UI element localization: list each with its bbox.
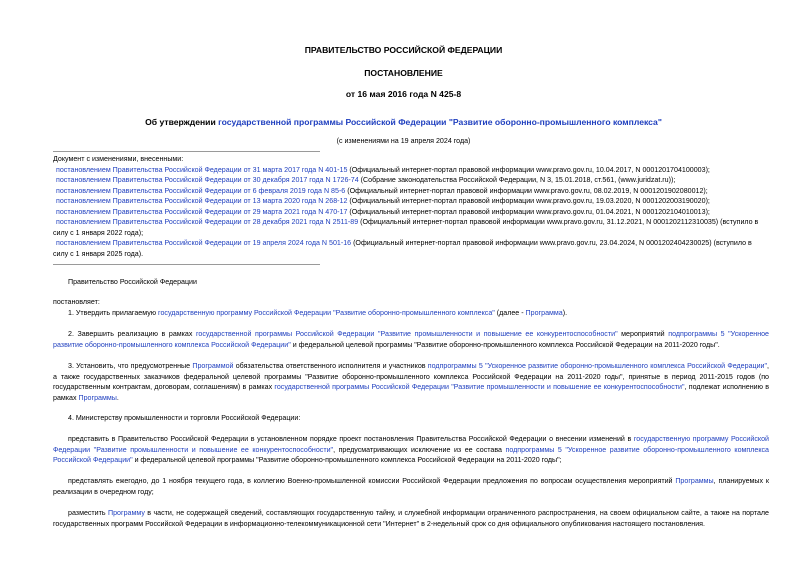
change-item xyxy=(53,175,769,186)
change-link[interactable]: постановлением Правительства Российской Федерации от 30 декабря 2017 года N 1726-74 xyxy=(56,176,359,184)
change-source: (Официальный интернет-портал правовой информации www.pravo.gov.ru, 31.12.2021, N 0001202112310035) (вступило в xyxy=(358,218,759,226)
change-source: (Собрание законодательства Российской Федерации, N 3, 15.01.2018, ст.561, (www.juridzat.ru)); xyxy=(358,176,676,184)
p3-text: , подлежат исполнению в рамках xyxy=(53,383,770,402)
document-title xyxy=(0,117,807,127)
change-link[interactable]: постановлением Правительства Российской Федерации от 19 апреля 2024 года N 501-16 xyxy=(56,239,352,247)
change-link[interactable]: постановлением Правительства Российской Федерации от 29 марта 2021 года N 470-17 xyxy=(56,207,348,216)
change-link[interactable]: постановлением Правительства Российской Федерации от 31 марта 2017 года N 401-15 xyxy=(56,165,348,174)
p5-text: представить в Правительство Российской Федерации в установленном порядке проект постановления Правительства Российской Федерации о внесении изменений в xyxy=(68,435,634,443)
p3-short-link[interactable]: Программы xyxy=(78,393,117,402)
p3-program-link[interactable]: Программой xyxy=(192,362,234,370)
p2-text: мероприятий xyxy=(617,330,669,338)
p6-text: представлять ежегодно, до 1 ноября текущего года, в коллегию Военно-промышленной комиссии Российской Федерации предложения по вопросам осуществления мероприятий xyxy=(68,477,676,485)
p6-text: , планируемых к реализации в очередном году; xyxy=(53,477,769,496)
change-link[interactable]: постановлением Правительства Российской Федерации от 28 декабря 2021 года N 2511-89 xyxy=(56,218,359,226)
p1-text: (далее - xyxy=(494,309,526,317)
p5-text: , предусматривающих исключение из ее состава xyxy=(333,445,506,454)
p3-text: , а также государственных заказчиков федеральной целевой программы "Развитие оборонно-промышленного комплекса Российской Федерации на 2011-2020 годы", принятые в период 2011-2015 годов (по государственным контрактам, договорам, соглашениям) в рамках xyxy=(53,362,769,392)
p3-state-program-link[interactable]: государственной программы Российской Федерации "Развитие промышленности и повышение ее конкурентоспособности" xyxy=(274,383,685,392)
p5-program-link[interactable]: государственную программу Российской Федерации "Развитие промышленности и повышение ее конкурентоспособности" xyxy=(53,435,769,454)
p2-text: и федеральной целевой программы "Развитие оборонно-промышленного комплекса Российской Федерации на 2011-2020 годы". xyxy=(290,340,720,349)
paragraph-6 xyxy=(53,476,769,497)
p1-text: 1. Утвердить прилагаемую xyxy=(68,309,159,317)
change-item xyxy=(53,238,769,249)
decrees-word: постановляет: xyxy=(53,298,100,306)
bottom-divider xyxy=(53,264,320,265)
document-date-number: от 16 мая 2016 года N 425-8 xyxy=(345,89,462,99)
paragraph-4: 4. Министерству промышленности и торговли Российской Федерации: xyxy=(68,414,301,422)
change-item-continuation: силу с 1 января 2022 года); xyxy=(53,228,144,237)
paragraph-3 xyxy=(53,361,769,403)
document-type: ПОСТАНОВЛЕНИЕ xyxy=(364,68,443,78)
change-item xyxy=(53,186,769,197)
top-divider xyxy=(53,151,320,152)
change-item xyxy=(53,196,769,207)
paragraph-1 xyxy=(68,308,788,319)
amendment-note: (с изменениями на 19 апреля 2024 года) xyxy=(336,137,471,145)
change-item-continuation: силу с 1 января 2025 года). xyxy=(53,249,144,258)
change-source: (Официальный интернет-портал правовой информации www.pravo.gov.ru, 23.04.2024, N 0001202404230025) (вступило в xyxy=(351,239,752,247)
p3-text: . xyxy=(116,393,119,402)
change-source: (Официальный интернет-портал правовой информации www.pravo.gov.ru, 08.02.2019, N 0001201902080012); xyxy=(345,186,708,195)
p6-program-link[interactable]: Программы xyxy=(675,477,714,485)
p2-subprogram-link[interactable]: подпрограммы 5 "Ускоренное развитие оборонно-промышленного комплекса Российской Федерации" xyxy=(53,330,770,349)
p5-subprogram-link[interactable]: подпрограммы 5 "Ускоренное развитие оборонно-промышленного комплекса Российской Федерации" xyxy=(53,445,769,465)
title-prefix: Об утверждении xyxy=(145,117,219,127)
p3-text: 3. Установить, что предусмотренные xyxy=(68,362,193,370)
p7-program-link[interactable]: Программу xyxy=(108,509,145,517)
p7-text: в части, не содержащей сведений, составляющих государственную тайну, и служебной информации ограниченного распространения, на своем официальном сайте, а также на портале государственных программ Российской Федерации в информационно-телекоммуникационной сети "Интернет" в 2-недельный срок со дня официального опубликования настоящего постановления. xyxy=(53,509,770,528)
title-program-link[interactable]: государственной программы Российской Федерации "Развитие оборонно-промышленного комплекса" xyxy=(218,117,662,127)
p2-program-link[interactable]: государственной программы Российской Федерации "Развитие промышленности и повышение ее конкурентоспособности" xyxy=(195,330,618,338)
change-link[interactable]: постановлением Правительства Российской Федерации от 13 марта 2020 года N 268-12 xyxy=(56,197,348,205)
paragraph-5 xyxy=(53,434,769,466)
change-link[interactable]: постановлением Правительства Российской Федерации от 6 февраля 2019 года N 85-6 xyxy=(56,186,346,195)
p3-text: обязательства ответственного исполнителя и участников xyxy=(233,362,428,370)
change-source: (Официальный интернет-портал правовой информации www.pravo.gov.ru, 19.03.2020, N 0001202003190020); xyxy=(347,197,710,205)
p1-short-link[interactable]: Программа xyxy=(525,309,563,317)
p5-text: и федеральной целевой программы "Развитие оборонно-промышленного комплекса Российской Федерации на 2011-2020 годы"; xyxy=(132,456,562,465)
change-item xyxy=(53,207,769,218)
change-source: (Официальный интернет-портал правовой информации www.pravo.gov.ru, 10.04.2017, N 0001201704100003); xyxy=(347,165,710,174)
change-item xyxy=(53,217,769,228)
p7-text: разместить xyxy=(68,509,109,517)
p2-text: 2. Завершить реализацию в рамках xyxy=(68,330,196,338)
change-source: (Официальный интернет-портал правовой информации www.pravo.gov.ru, 01.04.2021, N 0001202104010013); xyxy=(347,207,710,216)
p3-subprogram-link[interactable]: подпрограммы 5 "Ускоренное развитие оборонно-промышленного комплекса Российской Федерации" xyxy=(427,362,768,370)
paragraph-7 xyxy=(53,508,769,529)
change-item xyxy=(53,165,769,176)
p1-program-link[interactable]: государственную программу Российской Федерации "Развитие оборонно-промышленного комплекса" xyxy=(158,309,495,317)
p1-text: ). xyxy=(562,309,568,317)
paragraph-2 xyxy=(53,329,769,350)
changes-intro: Документ с изменениями, внесенными: xyxy=(53,155,184,163)
authority: Правительство Российской Федерации xyxy=(68,278,197,286)
government-heading: ПРАВИТЕЛЬСТВО РОССИЙСКОЙ ФЕДЕРАЦИИ xyxy=(304,45,503,55)
